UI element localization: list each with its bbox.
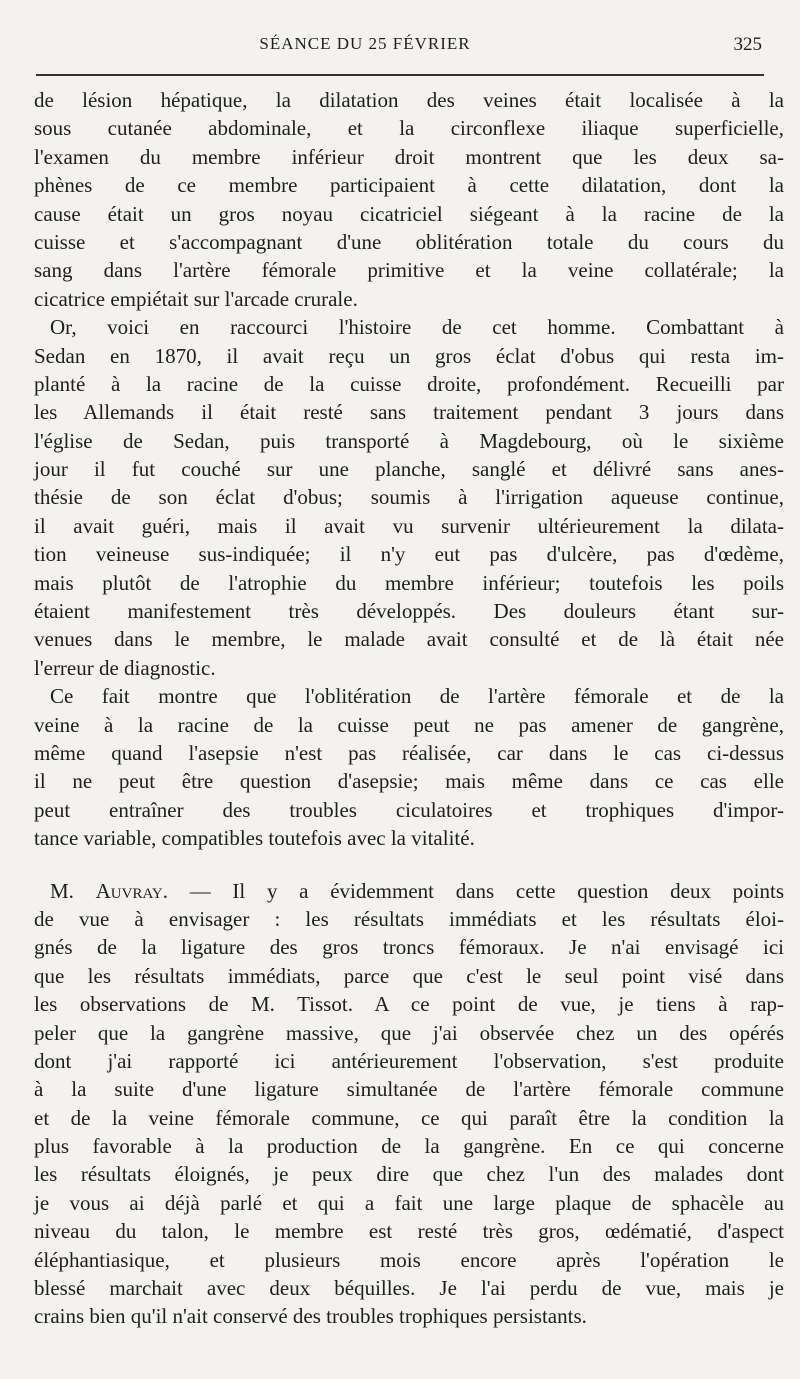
text-line: gnés de la ligature des gros troncs fémoraux. Je n'ai envisagé ici xyxy=(34,935,784,960)
text-line: niveau du talon, le membre est resté très gros, œdématié, d'aspect xyxy=(34,1219,784,1244)
text-line: planté à la racine de la cuisse droite, profondément. Recueilli par xyxy=(34,371,784,396)
text-line: dont j'ai rapporté ici antérieurement l'observation, s'est produite xyxy=(34,1048,784,1073)
speaker-name: Auvray xyxy=(95,878,163,903)
text-line: blessé marchait avec deux béquilles. Je l'ai perdu de vue, mais je xyxy=(34,1276,784,1301)
text-line: Or, voici en raccourci l'histoire de cet homme. Combattant à xyxy=(50,315,784,340)
text-line: phènes de ce membre participaient à cette dilatation, dont la xyxy=(34,173,784,198)
text-line: jour il fut couché sur une planche, sanglé et délivré sans anes- xyxy=(34,457,784,482)
running-title: SÉANCE DU 25 FÉVRIER xyxy=(259,34,471,53)
text-line: tance variable, compatibles toutefois avec la vitalité. xyxy=(34,826,475,851)
paragraph-gap xyxy=(34,853,784,877)
text-line: étaient manifestement très développés. Des douleurs étant sur- xyxy=(34,599,784,624)
text-line: cicatrice empiétait sur l'arcade crurale. xyxy=(34,286,358,311)
text-line: il avait guéri, mais il avait vu survenir ultérieurement la dilata- xyxy=(34,513,784,538)
page-number: 325 xyxy=(733,34,762,55)
speaker-line xyxy=(34,877,784,905)
text-line: les Allemands il était resté sans traitement pendant 3 jours dans xyxy=(34,400,784,425)
text-line: de vue à envisager : les résultats immédiats et les résultats éloi- xyxy=(34,906,784,931)
text-line: thésie de son éclat d'obus; soumis à l'irrigation aqueuse continue, xyxy=(34,485,784,510)
speaker-prefix: M. xyxy=(50,878,96,903)
text-line: plus favorable à la production de la gangrène. En ce qui concerne xyxy=(34,1134,784,1159)
page-header xyxy=(0,34,800,64)
text-line: éléphantiasique, et plusieurs mois encore après l'opération le xyxy=(34,1247,784,1272)
text-line: les résultats éloignés, je peux dire que chez l'un des malades dont xyxy=(34,1162,784,1187)
paragraph-3 xyxy=(34,682,784,852)
text-line: l'examen du membre inférieur droit montrent que les deux sa- xyxy=(34,144,784,169)
text-line: sang dans l'artère fémorale primitive et la veine collatérale; la xyxy=(34,258,784,283)
text-line: cause était un gros noyau cicatriciel siégeant à la racine de la xyxy=(34,201,784,226)
text-line: et de la veine fémorale commune, ce qui paraît être la condition la xyxy=(34,1105,784,1130)
text-line: l'erreur de diagnostic. xyxy=(34,655,216,680)
text-line: venues dans le membre, le malade avait consulté et de là était née xyxy=(34,627,784,652)
paragraph-2 xyxy=(34,313,784,682)
text-line: veine à la racine de la cuisse peut ne pas amener de gangrène, xyxy=(34,712,784,737)
body-text xyxy=(34,86,784,1331)
text-line: crains bien qu'il n'ait conservé des troubles trophiques persistants. xyxy=(34,1304,587,1329)
speaker-line-rest: . — Il y a évidemment dans cette question deux points xyxy=(162,878,784,903)
text-line: je vous ai déjà parlé et qui a fait une large plaque de sphacèle au xyxy=(34,1190,784,1215)
text-line: Sedan en 1870, il avait reçu un gros éclat d'obus qui resta im- xyxy=(34,343,784,368)
text-line: cuisse et s'accompagnant d'une oblitération totale du cours du xyxy=(34,229,784,254)
text-line: Ce fait montre que l'oblitération de l'artère fémorale et de la xyxy=(50,684,784,709)
text-line: peut entraîner des troubles ciculatoires et trophiques d'impor- xyxy=(34,797,784,822)
text-line: l'église de Sedan, puis transporté à Magdebourg, où le sixième xyxy=(34,428,784,453)
text-line: peler que la gangrène massive, que j'ai observée chez un des opérés xyxy=(34,1020,784,1045)
text-line: mais plutôt de l'atrophie du membre inférieur; toutefois les poils xyxy=(34,570,784,595)
text-line: sous cutanée abdominale, et la circonflexe iliaque superficielle, xyxy=(34,116,784,141)
text-line: les observations de M. Tissot. A ce point de vue, je tiens à rap- xyxy=(34,992,784,1017)
text-line: même quand l'asepsie n'est pas réalisée, car dans le cas ci-dessus xyxy=(34,740,784,765)
paragraph-1 xyxy=(34,86,784,313)
text-line: que les résultats immédiats, parce que c'est le seul point visé dans xyxy=(34,963,784,988)
text-line: il ne peut être question d'asepsie; mais même dans ce cas elle xyxy=(34,769,784,794)
text-line: tion veineuse sus-indiquée; il n'y eut pas d'ulcère, pas d'œdème, xyxy=(34,542,784,567)
header-rule xyxy=(36,74,764,76)
paragraph-4 xyxy=(34,877,784,1331)
text-line: de lésion hépatique, la dilatation des veines était localisée à la xyxy=(34,88,784,112)
text-line: à la suite d'une ligature simultanée de l'artère fémorale commune xyxy=(34,1077,784,1102)
